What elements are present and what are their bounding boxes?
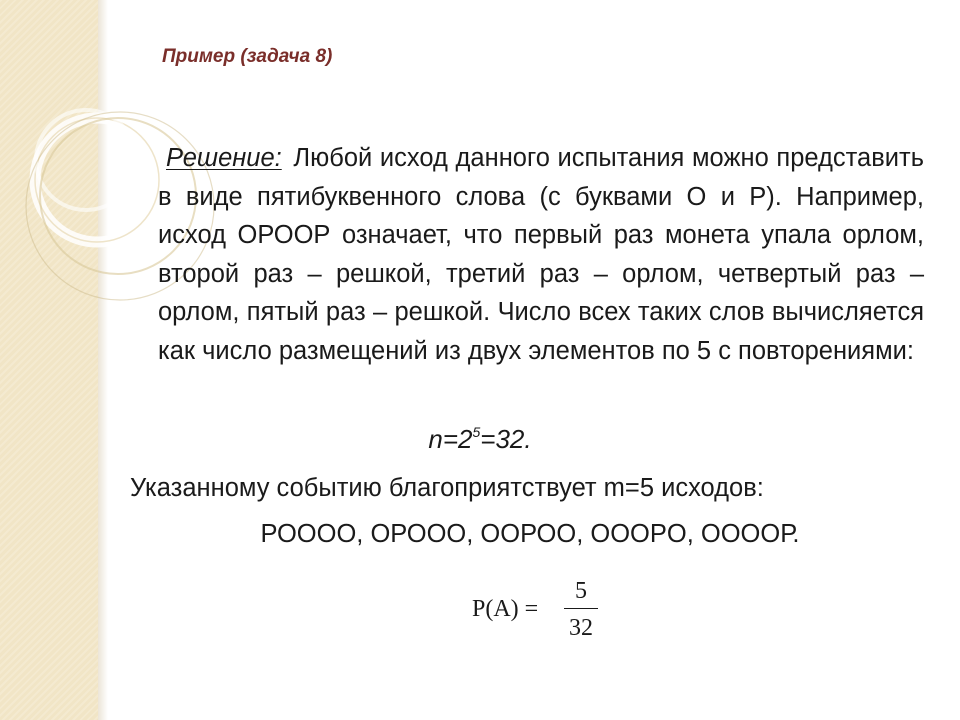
probability-fraction <box>564 576 598 643</box>
fraction-denominator: 32 <box>569 615 593 641</box>
formula-exponent: 5 <box>472 424 481 440</box>
solution-paragraph <box>158 139 924 370</box>
fraction-numerator: 5 <box>575 578 587 604</box>
solution-text: Любой исход данного испытания можно представить в виде пятибуквенного слова (с буквами О и Р). Например, исход ОРООР означает, что первый раз монета упала орлом, второй раз – решкой, третий раз – орлом, четвертый раз – орлом, пятый раз – решкой. Число всех таких слов вычисляется как число размещений из двух элементов по 5 с повторениями: <box>158 144 924 365</box>
formula-result: =32. <box>480 424 532 454</box>
favorable-event-line: Указанному событию благоприятствует m=5 исходов: <box>130 474 764 502</box>
formula-base: n=2 <box>428 424 473 454</box>
slide-title: Пример (задача 8) <box>162 46 333 67</box>
solution-lead: Решение: <box>166 144 282 172</box>
fraction-bar <box>564 608 598 609</box>
outcomes-list: РОООО, ОРООО, ООРОО, OOOPO, ООООР. <box>260 520 800 548</box>
probability-lhs: P(A) = <box>472 596 539 622</box>
count-formula <box>0 424 960 455</box>
